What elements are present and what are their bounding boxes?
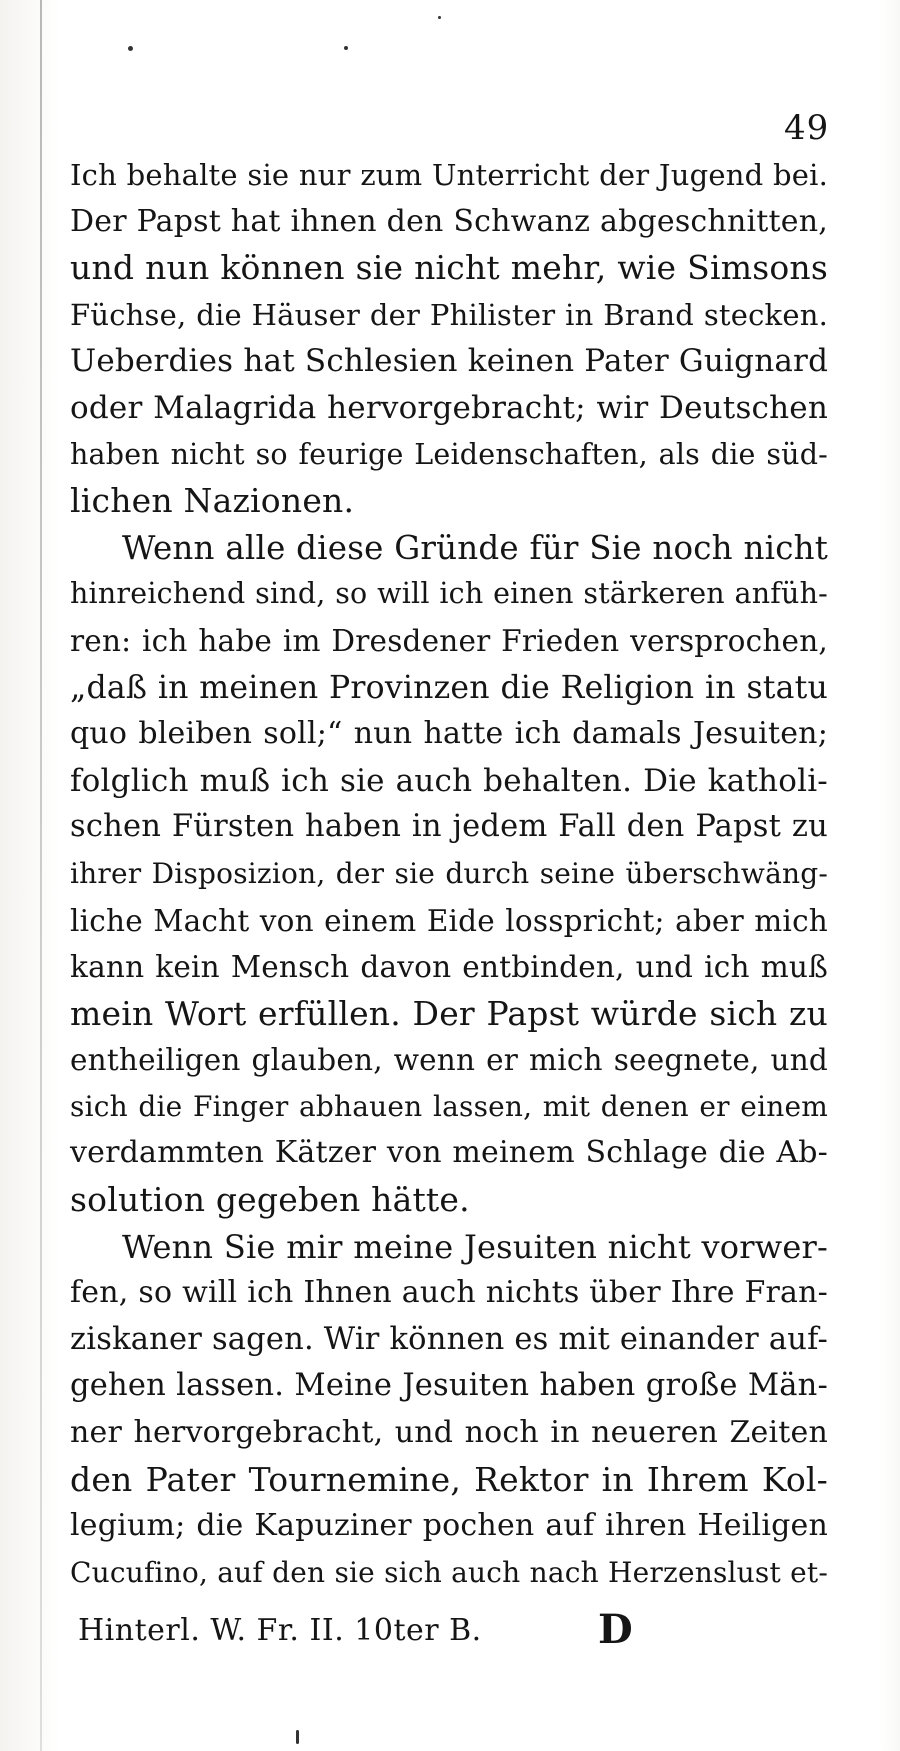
text-line: kann kein Mensch davon entbinden, und ich muß [70, 950, 828, 985]
text-line: schen Fürsten haben in jedem Fall den Papst zu [70, 809, 828, 845]
text-line: Der Papst hat ihnen den Schwanz abgeschnitten, [70, 203, 828, 239]
text-line: solution gegeben hätte. [70, 1180, 470, 1220]
text-line: fen, so will ich Ihnen auch nichts über Ihre Fran- [70, 1275, 828, 1311]
text-line: sich die Finger abhauen lassen, mit denen er einem [70, 1089, 828, 1123]
text-line: Ich behalte sie nur zum Unterricht der Jugend bei. [70, 158, 828, 192]
text-line: haben nicht so feurige Leidenschaften, als die süd- [70, 437, 828, 471]
text-line: oder Malagrida hervorgebracht; wir Deutschen [70, 389, 828, 426]
text-line: ren: ich habe im Dresdener Frieden versprochen, [70, 623, 828, 658]
gutter-shadow [40, 0, 42, 1751]
paper-speck [128, 46, 133, 51]
text-line: und nun können sie nicht mehr, wie Simsons [70, 248, 828, 288]
text-line: den Pater Tournemine, Rektor in Ihrem Kol- [70, 1459, 828, 1499]
text-line: hinreichend sind, so will ich einen stärkeren anfüh- [70, 577, 828, 611]
text-line: liche Macht von einem Eide losspricht; aber mich [70, 903, 828, 938]
text-line: Wenn alle diese Gründe für Sie noch nicht [122, 528, 828, 567]
text-line: folglich muß ich sie auch behalten. Die katholi- [70, 762, 828, 799]
text-line: gehen lassen. Meine Jesuiten haben große Män- [70, 1368, 828, 1404]
page-number: 49 [784, 108, 830, 148]
paper-speck [438, 16, 441, 19]
text-line: Cucufino, auf den sie sich auch nach Herzenslust et- [70, 1555, 828, 1589]
text-line: ziskaner sagen. Wir können es mit einander auf- [70, 1321, 828, 1357]
signature-letter: D [598, 1606, 633, 1653]
text-line: Füchse, die Häuser der Philister in Brand stecken. [70, 297, 828, 332]
text-line: „daß in meinen Provinzen die Religion in statu [70, 669, 828, 706]
text-line: quo bleiben soll;“ nun hatte ich damals Jesuiten; [70, 716, 828, 752]
text-line: Ueberdies hat Schlesien keinen Pater Guignard [70, 343, 829, 380]
text-line: ner hervorgebracht, und noch in neueren Zeiten [70, 1415, 828, 1451]
body-text [70, 152, 828, 1596]
text-line: mein Wort erfüllen. Der Papst würde sich zu [70, 993, 828, 1033]
text-line: ihrer Disposizion, der sie durch seine überschwäng- [70, 856, 828, 890]
text-line: Wenn Sie mir meine Jesuiten nicht vorwer- [122, 1227, 828, 1266]
paper-speck [296, 1730, 299, 1744]
paper-speck [344, 46, 348, 50]
text-line: entheiligen glauben, wenn er mich seegnete, und [70, 1043, 828, 1078]
printer-signature: Hinterl. W. Fr. II. 10ter B. [78, 1613, 482, 1648]
text-line: lichen Nazionen. [70, 481, 355, 521]
text-line: legium; die Kapuziner pochen auf ihren Heiligen [70, 1508, 828, 1544]
text-line: verdammten Kätzer von meinem Schlage die Ab- [70, 1135, 828, 1171]
